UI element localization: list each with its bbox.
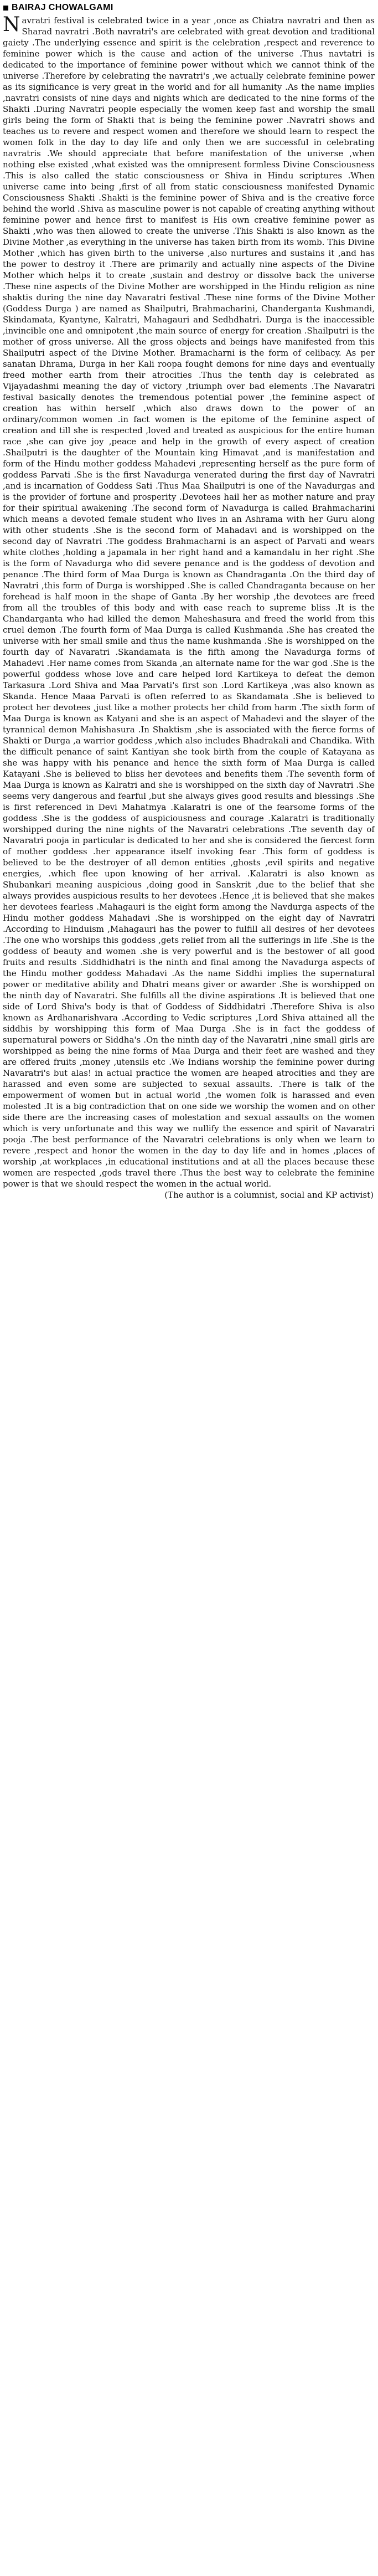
square-bullet-icon bbox=[3, 6, 8, 11]
author-note: (The author is a columnist, social and KP activist) bbox=[164, 1190, 374, 1200]
byline bbox=[3, 2, 375, 14]
drop-cap: N bbox=[3, 13, 20, 36]
article-body-text: avratri festival is celebrated twice in a year ,once as Chiatra navratri and then as Sharad navratri .Both navratri's are celebrated with great devotion and traditional gaiety .The underlying essence and spirit is the celebration ,respect and reverence to feminine power which is the cause and action of the universe .Thus navtatri is dedicated to the importance of feminine power without which we cannot think of the universe .Therefore by celebrating the navratri's ,we actually celebrate feminine power as its significance is very great in the world and for all humanity .As the name implies ,navratri consists of nine days and nights which are dedicated to the nine forms of the Shakti .During Navratri people especially the women keep fast and worship the small girls being the form of Shakti that is being the feminine power .Navratri shows and teaches us to revere and respect women and therefore we should learn to respect the women folk in the day to day life and only then we are successful in celebrating navratris .We should appreciate that before manifestation of the universe ,when nothing else existed ,what existed was the omnipresent formless Divine Consciousness .This is also called the static consciousness or Shiva in Hindu scriptures .When universe came into being ,first of all from static consciousness manifested Dynamic Consciousness Shakti .Shakti is the feminine power of Shiva and is the creative force behind the world .Shiva as masculine power is not capable of creating anything without feminine power and hence first to manifest is His own creative feminine power as Shakti ,who was then allowed to create the universe .This Shakti is also known as the Divine Mother ,as everything in the universe has taken birth from its womb. This Divine Mother ,which has given birth to the universe ,also nurtures and sustains it ,and has the power to destroy it .There are primarily and actually nine aspects of the Divine Mother which helps it to create ,sustain and destroy or dissolve back the universe .These nine aspects of the Divine Mother are worshipped in the Hindu religion as nine shaktis during the nine day Navaratri festival .These nine forms of the Divine Mother (Goddess Durga ) are named as Shailputri, Brahmacharini, Chanderganta Kushmandi, Skindamata, Kyantyne, Kalratri, Mahagauri and Sedhdhatri. Durga is the inaccessible ,invincible one and omnipotent ,the main source of energy for creation .Shailputri is the mother of gross universe. All the gross objects and beings have manifested from this Shailputri aspect of the Divine Mother. Bramacharni is the form of celibacy. As per sanatan Dhrama, Durga in her Kali roopa fought demons for nine days and eventually freed mother earth from their atrocities .Thus the tenth day is celebrated as Vijayadashmi meaning the day of victory ,triumph over bad elements .The Navaratri festival basically denotes the tremendous potential power ,the feminine aspect of creation has within herself ,which also draws down to the power of an ordinary/common women .in fact women is the epitome of the feminine aspect of creation and till she is respected ,loved and treated as auspicious for the entire human race ,she can give joy ,peace and help in the growth of every aspect of creation .Shailputri is the daughter of the Mountain king Himavat ,and is manifestation and form of the Hindu mother goddess Mahadevi ,representing herself as the pure form of goddess Parvati .She is the first Navadurga venerated during the first day of Navratri ,and is incarnation of Goddess Sati .Thus Maa Shailputri is one of the Navadurgas and is the provider of fortune and prosperity .Devotees hail her as mother nature and pray for their spiritual awakening .The second form of Navadurga is called Brahmacharini which means a devoted female student who lives in an Ashrama with her Guru along with other students .She is the second form of Mahadavi and is worshipped on the second day of Navratri .The goddess Brahmacharni is an aspect of Parvati and wears white clothes ,holding a japamala in her right hand and a kamandalu in her right .She is the form of Navadurga who did severe penance and is the goddess of devotion and penance .The third form of Maa Durga is known as Chandraganta .On the third day of Navratri ,this form of Durga is worshipped .She is called Chandraganta because on her forehead is half moon in the shape of Ganta .By her worship ,the devotees are freed from all the troubles of this body and with ease reach to supreme bliss .It is the Chandarganta who had killed the demon Maheshasura and freed the world from this cruel demon .The fourth form of Maa Durga is called Kushmanda .She has created the universe with her small smile and thus the name kushmanda .She is worshipped on the fourth day of Navaratri .Skandamata is the fifth among the Navadurga forms of Mahadevi .Her name comes from Skanda ,an alternate name for the war god .She is the powerful goddess whose love and care helped lord Kartikeya to defeat the demon Tarkasura .Lord Shiva and Maa Parvati's first son .Lord Kartikeya ,was also known as Skanda. Hence Maaa Parvati is often referred to as Skandamata .She is believed to protect her devotees ,just like a mother protects her child from harm .The sixth form of Maa Durga is known as Katyani and she is an aspect of Mahadevi and the slayer of the tyrannical demon Mahishasura .In Shaktism ,she is associated with the fierce forms of Shakti or Durga ,a warrior goddess ,which also includes Bhadrakali and Chandika. With the difficult penance of saint Kantiyan she took birth from the couple of Katayana as she was happy with his penance and hence the sixth form of Maa Durga is called Katayani .She is believed to bliss her devotees and benefits them .The seventh form of Maa Durga is known as Kalratri and she is worshipped on the sixth day of Navratri .She seems very dangerous and fearful ,but she always gives good results and blessings .She is first referenced in Devi Mahatmya .Kalaratri is one of the fearsome forms of the goddess .She is the goddess of auspiciousness and courage .Kalaratri is traditionally worshipped during the nine nights of the Navaratri celebrations .The seventh day of Navaratri pooja in particular is dedicated to her and she is considered the fiercest form of mother goddess .her appearance itself invoking fear .This form of goddess is believed to be the destroyer of all demon entities ,ghosts ,evil spirits and negative energies, .which flee upon knowing of her arrival. .Kalaratri is also known as Shubankari meaning auspicious ,doing good in Sanskrit ,due to the belief that she always provides auspicious results to her devotees .Hence ,it is believed that she makes her devotees fearless .Mahagauri is the eight form among the Navdurga aspects of the Hindu mother goddess Mahadavi .She is worshipped on the eight day of Navratri .According to Hinduism ,Mahagauri has the power to fulfill all desires of her devotees .The one who worships this goddess ,gets relief from all the sufferings in life .She is the goddess of beauty and women .she is very powerful and is the bestower of all good fruits and results .Siddhidhatri is the ninth and final among the Navadurga aspects of the Hindu mother goddess Mahadavi .As the name Siddhi implies the supernatural power or meditative ability and Dhatri means giver or awarder .She is worshipped on the ninth day of Navaratri. She fulfills all the divine aspirations .It is believed that one side of Lord Shiva's body is that of Goddess of Siddhidatri .Therefore Shiva is also known as Ardhanarishvara .According to Vedic scriptures ,Lord Shiva attained all the siddhis by worshipping this form of Maa Durga .She is in fact the goddess of supernatural powers or Siddha's .On the ninth day of the Navaratri ,nine small girls are worshipped as being the nine forms of Maa Durga and their feet are washed and they are offered fruits ,money ,utensils etc .We Indians worship the feminine power during Navaratri's but alas! in actual practice the women are heaped atrocities and they are harassed and even some are subjected to sexual assaults. .There is talk of the empowerment of women but in actual world ,the women folk is harassed and even molested .It is a big contradiction that on one side we worship the women and on other side there are the increasing cases of molestation and sexual assaults on the women which is very unfortunate and this way we nullify the essence and spirit of Navaratri pooja .The best performance of the Navaratri celebrations is only when we learn to revere ,respect and honor the women in the day to day life and in homes ,places of worship ,at workplaces ,in educational institutions and at all the places because these women are respected ,gods travel there .Thus the best way to celebrate the feminine power is that we should respect the women in the actual world. bbox=[3, 16, 375, 1189]
article bbox=[3, 2, 375, 2573]
article-body bbox=[3, 15, 375, 1189]
author-name: BAIRAJ CHOWALGAMI bbox=[12, 3, 113, 12]
